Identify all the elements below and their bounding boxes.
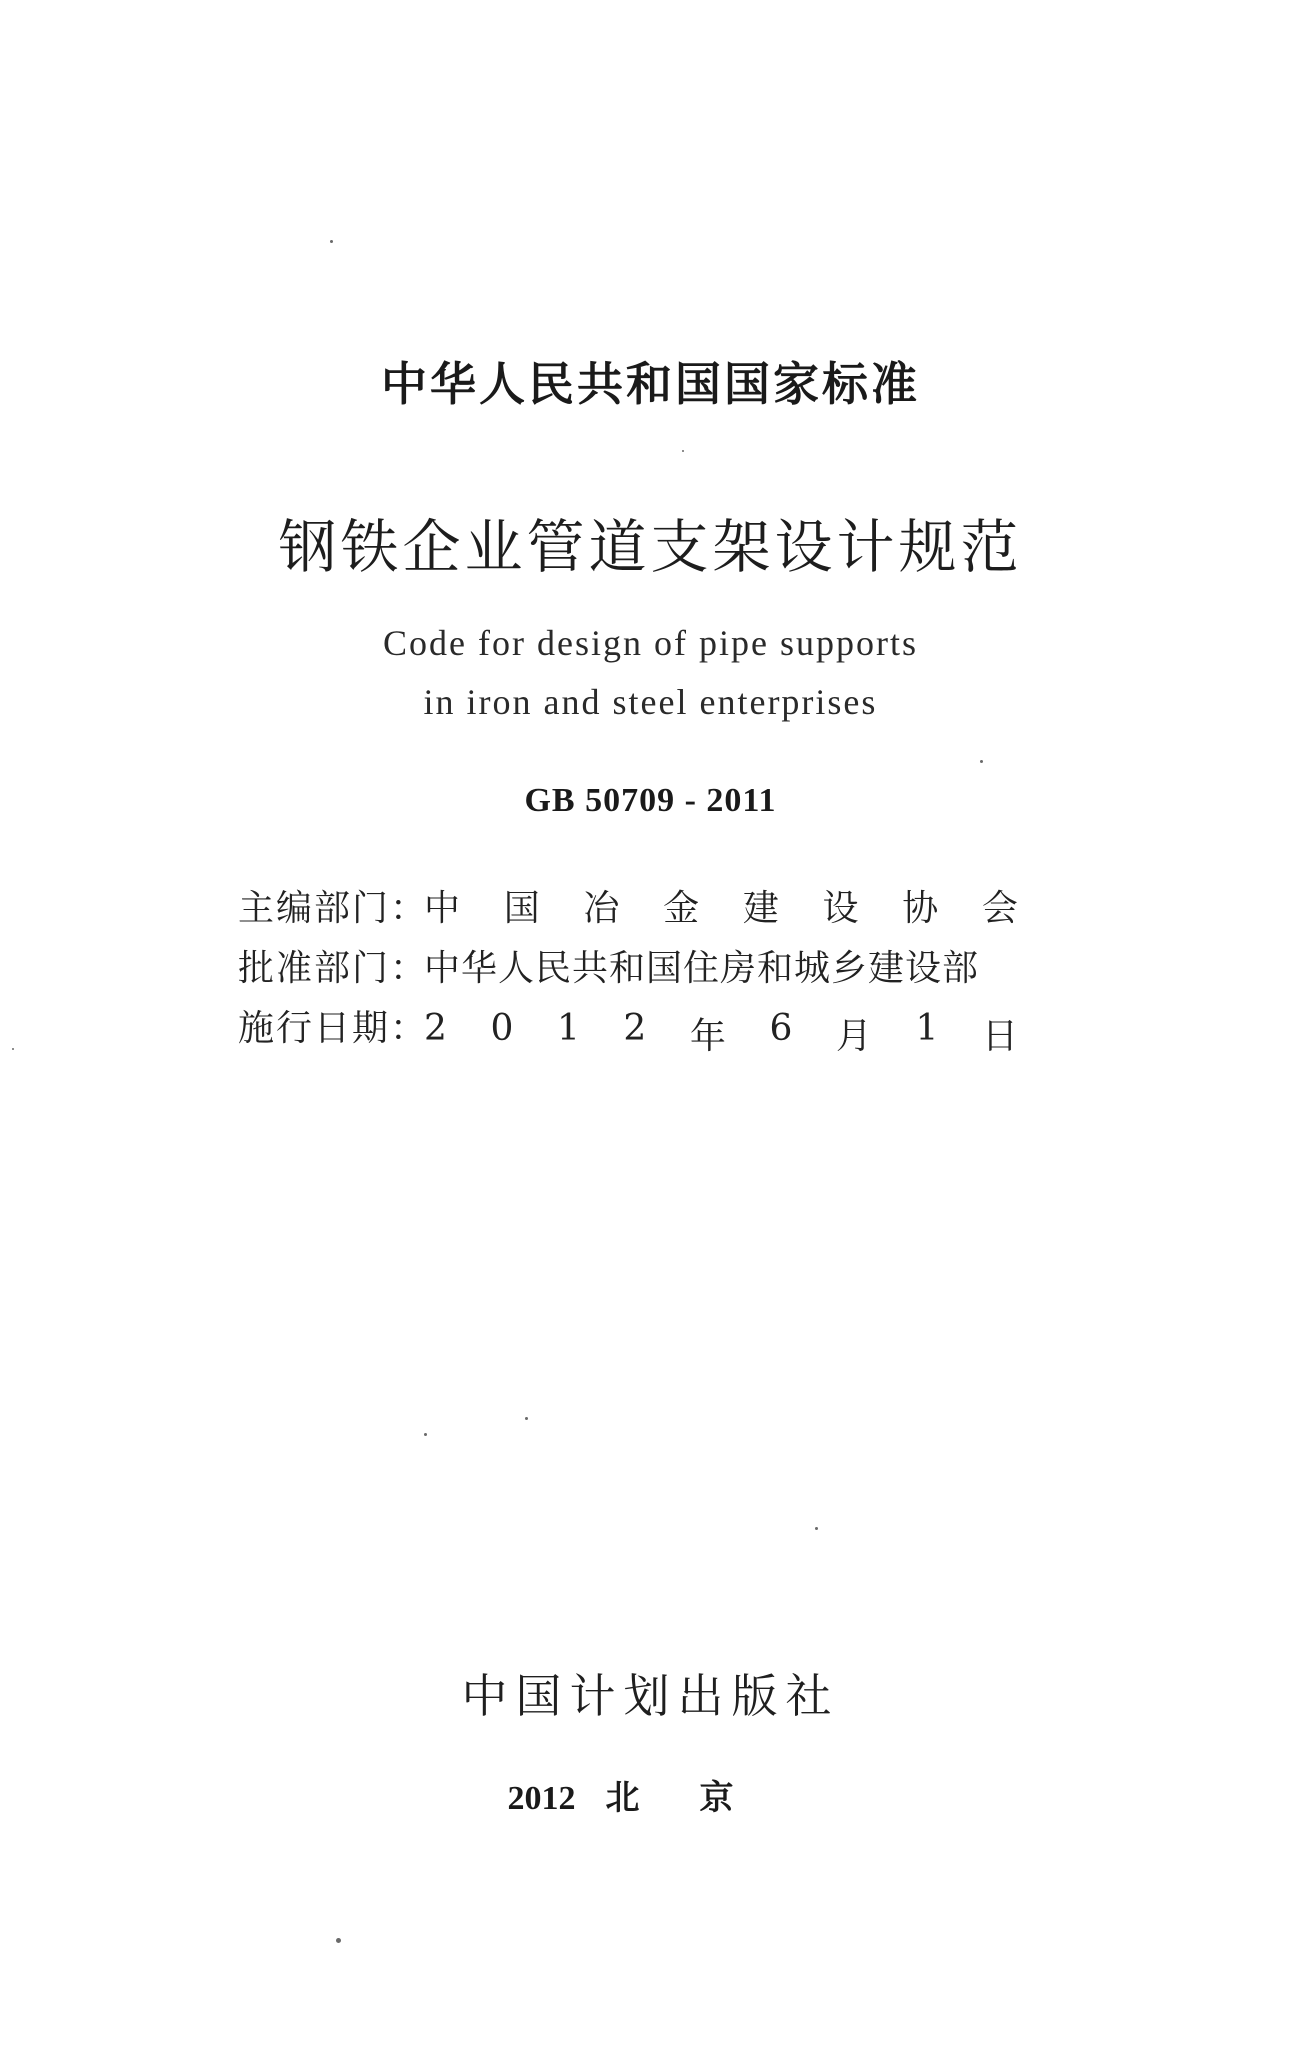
editor-char: 会	[981, 888, 1018, 929]
editor-row	[238, 880, 1018, 931]
editor-char: 国	[503, 888, 540, 929]
editor-char: 协	[902, 888, 939, 929]
date-char: 6	[769, 1008, 793, 1049]
date-char: 1	[556, 1008, 580, 1049]
series-title: 中华人民共和国国家标准	[381, 357, 920, 411]
date-char: 1	[915, 1008, 939, 1049]
date-char: 2	[623, 1008, 647, 1049]
scan-speck	[424, 1433, 427, 1436]
publication-year: 2012	[507, 1780, 576, 1817]
editor-value	[424, 880, 1018, 931]
effective-date-value	[424, 1008, 1018, 1059]
publication-line	[0, 1770, 1301, 1819]
english-title-line-1: Code for design of pipe supports	[383, 623, 918, 663]
scan-speck	[815, 1527, 818, 1530]
approver-label: 批准部门：	[238, 948, 429, 989]
english-title-line-2: in iron and steel enterprises	[423, 682, 878, 722]
scan-speck	[330, 240, 333, 243]
scan-speck	[682, 450, 684, 452]
editor-char: 金	[663, 888, 700, 929]
date-char: 2	[424, 1008, 447, 1049]
editor-label: 主编部门：	[238, 888, 429, 929]
editor-char: 设	[822, 888, 859, 929]
date-char: 日	[981, 1016, 1018, 1057]
approver-value: 中华人民共和国住房和城乡建设部	[424, 948, 980, 989]
chinese-title: 钢铁企业管道支架设计规范	[278, 513, 1023, 581]
standard-code: GB 50709 - 2011	[524, 782, 777, 819]
editor-char: 中	[424, 888, 461, 929]
publisher-name: 中国计划出版社	[461, 1669, 840, 1723]
effective-date-row	[238, 1000, 1018, 1059]
scan-speck	[336, 1938, 341, 1943]
date-char: 月	[835, 1016, 872, 1057]
effective-date-label: 施行日期：	[238, 1008, 429, 1049]
publication-city: 北京	[605, 1780, 794, 1817]
scan-speck	[525, 1417, 528, 1420]
scan-speck	[980, 760, 983, 763]
approver-row	[238, 940, 1018, 991]
scan-speck	[12, 1048, 14, 1050]
editor-char: 建	[742, 888, 779, 929]
editor-char: 冶	[583, 888, 620, 929]
date-char: 年	[689, 1016, 726, 1057]
date-char: 0	[490, 1008, 514, 1049]
